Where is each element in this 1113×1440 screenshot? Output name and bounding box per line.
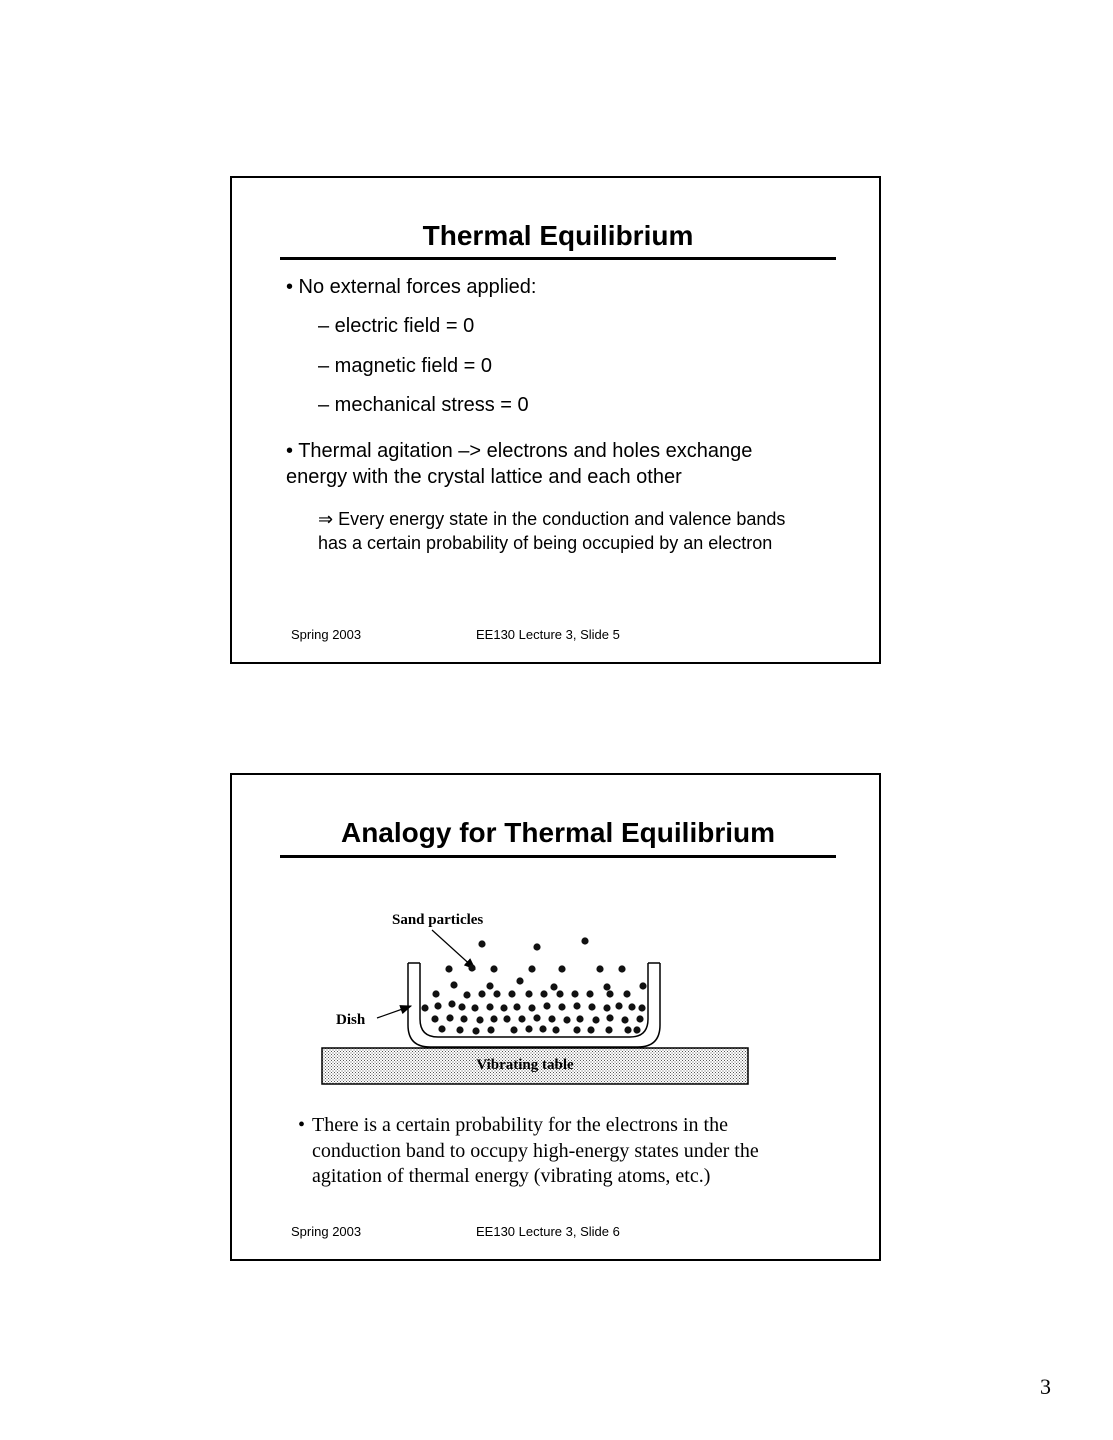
- sand-particle: [552, 1026, 559, 1033]
- sand-particle: [460, 1015, 467, 1022]
- sand-particle: [573, 1002, 580, 1009]
- sand-particle: [503, 1015, 510, 1022]
- sand-particle: [618, 965, 625, 972]
- sand-particle: [516, 977, 523, 984]
- title-underline: [280, 855, 836, 858]
- sand-particle: [432, 990, 439, 997]
- sand-particle: [528, 965, 535, 972]
- bullet-thermal-agitation-line2: energy with the crystal lattice and each other: [286, 466, 682, 488]
- slide-title: Analogy for Thermal Equilibrium: [340, 817, 776, 848]
- sand-particle: [558, 1003, 565, 1010]
- sand-particle: [528, 1004, 535, 1011]
- sand-particle: [421, 1004, 428, 1011]
- sand-particle: [615, 1002, 622, 1009]
- sand-particle: [605, 1026, 612, 1033]
- sand-particle: [628, 1003, 635, 1010]
- sand-particle: [450, 981, 457, 988]
- sand-particle: [576, 1015, 583, 1022]
- slide-analogy: [230, 773, 881, 1261]
- sand-particle: [540, 990, 547, 997]
- page-number: 3: [1040, 1374, 1051, 1399]
- sand-particle: [586, 990, 593, 997]
- slide-thermal-equilibrium: [230, 176, 881, 664]
- footer-slide-id: EE130 Lecture 3, Slide 5: [476, 627, 620, 642]
- arrow-dish: [377, 1006, 411, 1018]
- footer-slide-id: EE130 Lecture 3, Slide 6: [476, 1224, 620, 1239]
- sand-particle: [445, 965, 452, 972]
- sand-particle: [446, 1014, 453, 1021]
- label-dish: Dish: [336, 1012, 366, 1028]
- sand-particle: [587, 1026, 594, 1033]
- sand-particle: [624, 1026, 631, 1033]
- sand-particle: [518, 1015, 525, 1022]
- label-sand-particles: Sand particles: [392, 912, 484, 928]
- sand-particle: [639, 982, 646, 989]
- sand-particle: [596, 965, 603, 972]
- sand-particle: [525, 990, 532, 997]
- sand-particle: [563, 1016, 570, 1023]
- bullet-probability: [298, 1113, 792, 1190]
- sand-particles: [421, 937, 646, 1034]
- bullet-no-external-forces: • No external forces applied:: [286, 276, 537, 298]
- sand-particle: [478, 940, 485, 947]
- slide-title: Thermal Equilibrium: [422, 220, 694, 251]
- sand-particle: [603, 1004, 610, 1011]
- arrow-sand-particles: [432, 930, 475, 969]
- sand-particle: [500, 1004, 507, 1011]
- sand-particle: [581, 937, 588, 944]
- sand-particle: [606, 990, 613, 997]
- bullet-probability-text: There is a certain probability for the electrons in the conduction band to occupy high-energy states under the agitation of thermal energy (vibrating atoms, etc.): [312, 1114, 759, 1187]
- sand-particle: [606, 1014, 613, 1021]
- sand-particle: [487, 1026, 494, 1033]
- sand-particle: [458, 1003, 465, 1010]
- sand-particle: [543, 1002, 550, 1009]
- sand-particle: [588, 1003, 595, 1010]
- label-vibrating-table: Vibrating table: [476, 1057, 574, 1073]
- footer-date: Spring 2003: [291, 627, 362, 642]
- title-underline: [280, 257, 836, 260]
- sand-particle: [490, 1015, 497, 1022]
- sand-particle: [571, 990, 578, 997]
- sand-particle: [638, 1004, 645, 1011]
- sub-item-electric-field: – electric field = 0: [318, 315, 475, 337]
- sand-particle: [510, 1026, 517, 1033]
- sand-particle: [513, 1003, 520, 1010]
- sand-particle: [539, 1025, 546, 1032]
- sand-particle: [508, 990, 515, 997]
- sand-particle: [573, 1026, 580, 1033]
- sand-particle: [633, 1026, 640, 1033]
- bullet-thermal-agitation-line1: • Thermal agitation –> electrons and holes exchange: [286, 440, 753, 462]
- sand-particle: [472, 1027, 479, 1034]
- sand-particle: [431, 1015, 438, 1022]
- sand-particle: [476, 1016, 483, 1023]
- sand-particle: [493, 990, 500, 997]
- sand-particle: [623, 990, 630, 997]
- sand-particle: [448, 1000, 455, 1007]
- sand-particle: [471, 1004, 478, 1011]
- sand-particle: [603, 983, 610, 990]
- sand-particle: [478, 990, 485, 997]
- bullet-symbol: •: [298, 1114, 306, 1136]
- sub-item-mechanical-stress: – mechanical stress = 0: [318, 394, 529, 416]
- sand-particle: [548, 1015, 555, 1022]
- sand-particle: [434, 1002, 441, 1009]
- sand-particle: [525, 1025, 532, 1032]
- sub-item-magnetic-field: – magnetic field = 0: [318, 355, 492, 377]
- sand-particle: [621, 1016, 628, 1023]
- implication-text: ⇒ Every energy state in the conduction and valence bands has a certain probability of being occupied by an electron: [318, 509, 786, 553]
- sand-particle: [438, 1025, 445, 1032]
- sand-particle: [456, 1026, 463, 1033]
- sand-particle: [486, 1003, 493, 1010]
- sand-particle: [486, 982, 493, 989]
- dish-inner-wall: [420, 963, 648, 1037]
- sand-particle: [556, 990, 563, 997]
- sand-particle: [558, 965, 565, 972]
- sand-particle: [550, 983, 557, 990]
- sand-particle: [533, 1014, 540, 1021]
- sand-particle: [636, 1015, 643, 1022]
- sand-particle: [490, 965, 497, 972]
- sand-particle: [463, 991, 470, 998]
- sand-particle: [592, 1016, 599, 1023]
- sand-particle: [533, 943, 540, 950]
- sand-particle: [468, 964, 475, 971]
- footer-date: Spring 2003: [291, 1224, 362, 1239]
